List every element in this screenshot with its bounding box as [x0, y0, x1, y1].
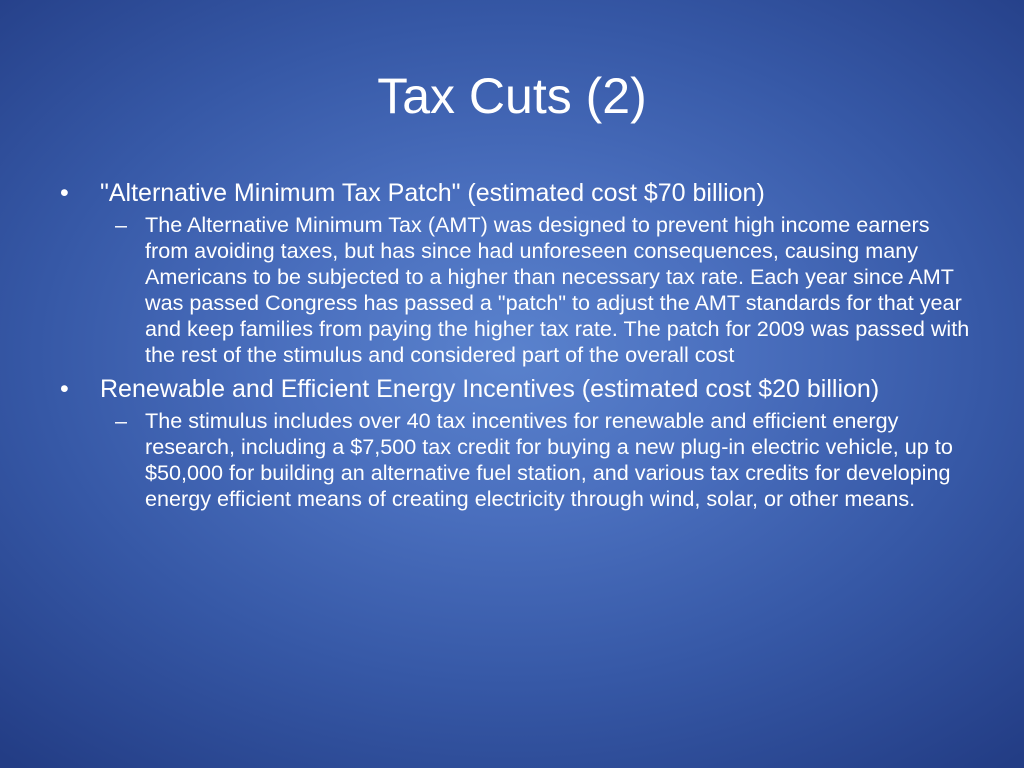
- slide-title: Tax Cuts (2): [377, 68, 647, 124]
- bullet-text: Renewable and Efficient Energy Incentives (estimated cost $20 billion): [100, 375, 880, 403]
- bullet-amt-patch: [56, 178, 972, 208]
- slide-body: [56, 178, 972, 518]
- bullet-text: "Alternative Minimum Tax Patch" (estimated cost $70 billion): [100, 179, 765, 207]
- bullet-marker: •: [60, 179, 69, 207]
- sub-bullet-energy-description: [56, 408, 972, 512]
- sub-bullet-text: The stimulus includes over 40 tax incentives for renewable and efficient energy research, including a $7,500 tax credit for buying a new plug-in electric vehicle, up to $50,000 for building an alternative fuel station, and various tax credits for developing energy efficient means of creating electricity through wind, solar, or other means.: [145, 408, 953, 511]
- bullet-marker: •: [60, 375, 69, 403]
- sub-bullet-amt-description: [56, 212, 972, 368]
- sub-bullet-text: The Alternative Minimum Tax (AMT) was designed to prevent high income earners from avoiding taxes, but has since had unforeseen consequences, causing many Americans to be subjected to a higher than necessary tax rate. Each year since AMT was passed Congress has passed a "patch" to adjust the AMT standards for that year and keep families from paying the higher tax rate. The patch for 2009 was passed with the rest of the stimulus and considered part of the overall cost: [145, 212, 970, 367]
- bullet-energy-incentives: [56, 374, 972, 404]
- sub-bullet-marker: –: [115, 408, 128, 433]
- sub-bullet-marker: –: [115, 212, 128, 237]
